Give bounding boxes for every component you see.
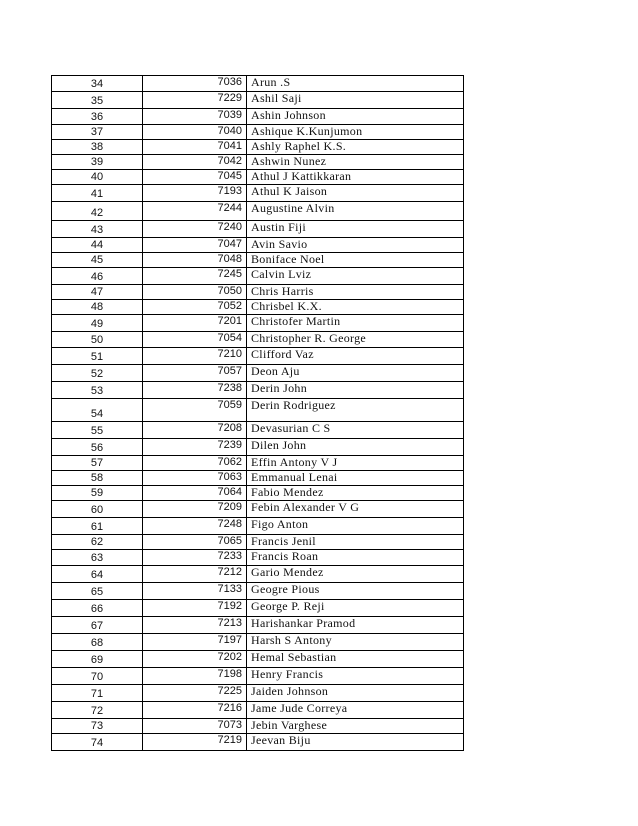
student-id: 7213: [217, 617, 242, 629]
row-number: 70: [90, 671, 104, 683]
row-number: 60: [90, 504, 104, 516]
student-id-cell: [143, 617, 247, 634]
row-number-cell: [52, 600, 143, 617]
table-row: [52, 365, 464, 382]
table-row: [52, 382, 464, 399]
row-number-cell: [52, 125, 143, 140]
table-row: [52, 702, 464, 719]
table-row: [52, 471, 464, 486]
student-id: 7209: [217, 501, 242, 513]
row-number: 71: [90, 688, 104, 700]
student-name: Effin Antony V J: [251, 455, 338, 469]
student-name-cell: [247, 550, 464, 566]
student-id-cell: [143, 125, 247, 140]
student-name: Febin Alexander V G: [251, 500, 360, 514]
student-id: 7192: [217, 600, 242, 612]
row-number: 37: [90, 126, 104, 138]
student-id-cell: [143, 719, 247, 734]
table-row: [52, 422, 464, 439]
row-number-cell: [52, 471, 143, 486]
table-row: [52, 155, 464, 170]
table-row: [52, 268, 464, 285]
student-id: 7229: [217, 92, 242, 104]
student-name-cell: [247, 566, 464, 583]
row-number-cell: [52, 382, 143, 399]
row-number: 62: [90, 536, 104, 548]
student-name-cell: [247, 221, 464, 238]
student-id: 7040: [217, 125, 242, 137]
student-id: 7210: [217, 348, 242, 360]
student-name-cell: [247, 253, 464, 268]
student-id-cell: [143, 202, 247, 221]
student-name: Austin Fiji: [251, 220, 306, 234]
student-id: 7245: [217, 268, 242, 280]
student-id: 7048: [217, 253, 242, 265]
row-number-cell: [52, 685, 143, 702]
student-id: 7052: [217, 300, 242, 312]
student-id-cell: [143, 486, 247, 501]
student-name-cell: [247, 170, 464, 185]
row-number: 47: [90, 286, 104, 298]
row-number-cell: [52, 268, 143, 285]
row-number-cell: [52, 76, 143, 92]
student-name: Calvin Lviz: [251, 267, 312, 281]
student-name-cell: [247, 456, 464, 471]
row-number: 69: [90, 654, 104, 666]
row-number: 51: [90, 351, 104, 363]
table-row: [52, 285, 464, 300]
row-number: 61: [90, 521, 104, 533]
student-id-cell: [143, 238, 247, 253]
student-name: Devasurian C S: [251, 421, 331, 435]
table-row: [52, 332, 464, 348]
row-number-cell: [52, 140, 143, 155]
row-number: 36: [90, 111, 104, 123]
student-id: 7225: [217, 685, 242, 697]
student-id: 7239: [217, 439, 242, 451]
student-name: Harishankar Pramod: [251, 616, 356, 630]
table-row: [52, 238, 464, 253]
student-name-cell: [247, 651, 464, 668]
student-id: 7238: [217, 382, 242, 394]
student-id-cell: [143, 685, 247, 702]
table-row: [52, 109, 464, 125]
row-number-cell: [52, 253, 143, 268]
student-id: 7062: [217, 456, 242, 468]
student-name: Henry Francis: [251, 667, 324, 681]
table-row: [52, 185, 464, 202]
row-number: 53: [90, 385, 104, 397]
student-id: 7240: [217, 221, 242, 233]
row-number: 73: [90, 720, 104, 732]
student-id-cell: [143, 566, 247, 583]
student-name: Chrisbel K.X.: [251, 299, 322, 313]
student-id-cell: [143, 550, 247, 566]
row-number: 45: [90, 254, 104, 266]
student-name: Jaiden Johnson: [251, 684, 329, 698]
row-number-cell: [52, 702, 143, 719]
row-number: 50: [90, 334, 104, 346]
table-row: [52, 600, 464, 617]
table-row: [52, 535, 464, 550]
row-number: 35: [90, 95, 104, 107]
student-name: Hemal Sebastian: [251, 650, 337, 664]
student-name-cell: [247, 202, 464, 221]
student-id-cell: [143, 285, 247, 300]
student-id: 7244: [217, 202, 242, 214]
student-id: 7212: [217, 566, 242, 578]
row-number: 49: [90, 318, 104, 330]
student-id-cell: [143, 76, 247, 92]
student-name: Ashly Raphel K.S.: [251, 139, 347, 153]
student-name: Ashwin Nunez: [251, 154, 327, 168]
student-name: George P. Reji: [251, 599, 325, 613]
student-name-cell: [247, 109, 464, 125]
student-id-cell: [143, 501, 247, 518]
row-number: 74: [90, 737, 104, 749]
student-id: 7233: [217, 550, 242, 562]
table-row: [52, 125, 464, 140]
student-name-cell: [247, 439, 464, 456]
row-number-cell: [52, 422, 143, 439]
student-id: 7208: [217, 422, 242, 434]
table-row: [52, 140, 464, 155]
student-name: Avin Savio: [251, 237, 308, 251]
row-number-cell: [52, 300, 143, 315]
row-number: 48: [90, 301, 104, 313]
row-number-cell: [52, 535, 143, 550]
student-name: Augustine Alvin: [251, 201, 335, 215]
table-row: [52, 734, 464, 751]
row-number-cell: [52, 734, 143, 751]
student-id: 7059: [217, 399, 242, 411]
table-row: [52, 348, 464, 365]
row-number-cell: [52, 332, 143, 348]
row-number-cell: [52, 109, 143, 125]
row-number-cell: [52, 634, 143, 651]
student-id: 7042: [217, 155, 242, 167]
student-id-cell: [143, 332, 247, 348]
row-number-cell: [52, 202, 143, 221]
student-name-cell: [247, 365, 464, 382]
table-row: [52, 221, 464, 238]
student-name-cell: [247, 486, 464, 501]
row-number: 67: [90, 620, 104, 632]
student-id-cell: [143, 185, 247, 202]
student-id: 7073: [217, 719, 242, 731]
student-id-cell: [143, 634, 247, 651]
student-id: 7216: [217, 702, 242, 714]
student-name-cell: [247, 300, 464, 315]
student-name: Francis Jenil: [251, 534, 316, 548]
student-name-cell: [247, 185, 464, 202]
student-id-cell: [143, 518, 247, 535]
student-id: 7065: [217, 535, 242, 547]
row-number-cell: [52, 399, 143, 422]
student-id-cell: [143, 668, 247, 685]
student-id: 7198: [217, 668, 242, 680]
student-name-cell: [247, 382, 464, 399]
table-row: [52, 399, 464, 422]
row-number-cell: [52, 583, 143, 600]
student-name: Boniface Noel: [251, 252, 325, 266]
student-name-cell: [247, 634, 464, 651]
student-id-cell: [143, 399, 247, 422]
row-number: 72: [90, 705, 104, 717]
row-number: 57: [90, 457, 104, 469]
row-number: 34: [90, 78, 104, 90]
student-id-cell: [143, 140, 247, 155]
student-id-cell: [143, 315, 247, 332]
student-id-cell: [143, 422, 247, 439]
student-name-cell: [247, 668, 464, 685]
student-id-cell: [143, 583, 247, 600]
student-id: 7054: [217, 332, 242, 344]
row-number: 39: [90, 156, 104, 168]
student-name: Christopher R. George: [251, 331, 367, 345]
student-id: 7248: [217, 518, 242, 530]
student-id: 7064: [217, 486, 242, 498]
student-id-cell: [143, 471, 247, 486]
row-number-cell: [52, 221, 143, 238]
row-number-cell: [52, 348, 143, 365]
row-number-cell: [52, 185, 143, 202]
table-row: [52, 550, 464, 566]
row-number-cell: [52, 92, 143, 109]
student-name: Dilen John: [251, 438, 307, 452]
student-name-cell: [247, 583, 464, 600]
table-row: [52, 566, 464, 583]
student-name-cell: [247, 734, 464, 751]
table-row: [52, 439, 464, 456]
row-number: 38: [90, 141, 104, 153]
student-id-cell: [143, 268, 247, 285]
student-id: 7057: [217, 365, 242, 377]
student-roster-table: [51, 75, 464, 751]
student-name-cell: [247, 422, 464, 439]
student-name: Emmanual Lenai: [251, 470, 338, 484]
student-id-cell: [143, 382, 247, 399]
student-id: 7041: [217, 140, 242, 152]
student-name: Derin John: [251, 381, 307, 395]
student-name-cell: [247, 685, 464, 702]
student-name: Deon Aju: [251, 364, 300, 378]
row-number: 42: [90, 207, 104, 219]
student-name: Francis Roan: [251, 549, 319, 563]
table-row: [52, 719, 464, 734]
student-id: 7133: [217, 583, 242, 595]
row-number-cell: [52, 315, 143, 332]
student-name: Jeevan Biju: [251, 733, 311, 747]
row-number: 63: [90, 552, 104, 564]
student-name: Figo Anton: [251, 517, 309, 531]
row-number-cell: [52, 566, 143, 583]
student-id-cell: [143, 348, 247, 365]
student-id-cell: [143, 456, 247, 471]
row-number-cell: [52, 170, 143, 185]
row-number: 41: [90, 188, 104, 200]
student-id-cell: [143, 92, 247, 109]
student-name: Christofer Martin: [251, 314, 341, 328]
row-number-cell: [52, 365, 143, 382]
row-number: 55: [90, 425, 104, 437]
student-name: Arun .S: [251, 75, 291, 89]
student-id: 7050: [217, 285, 242, 297]
student-name-cell: [247, 399, 464, 422]
student-id-cell: [143, 702, 247, 719]
row-number: 68: [90, 637, 104, 649]
student-id-cell: [143, 300, 247, 315]
student-id: 7045: [217, 170, 242, 182]
table-row: [52, 315, 464, 332]
student-name-cell: [247, 125, 464, 140]
row-number: 66: [90, 603, 104, 615]
student-name: Athul K Jaison: [251, 184, 328, 198]
table-row: [52, 668, 464, 685]
student-id-cell: [143, 170, 247, 185]
row-number-cell: [52, 501, 143, 518]
student-name: Jebin Varghese: [251, 718, 328, 732]
row-number-cell: [52, 285, 143, 300]
student-id-cell: [143, 109, 247, 125]
row-number-cell: [52, 550, 143, 566]
student-name: Jame Jude Correya: [251, 701, 348, 715]
row-number-cell: [52, 456, 143, 471]
student-name: Geogre Pious: [251, 582, 320, 596]
table-row: [52, 76, 464, 92]
student-name-cell: [247, 155, 464, 170]
table-row: [52, 486, 464, 501]
student-id: 7201: [217, 315, 242, 327]
table-row: [52, 651, 464, 668]
row-number: 64: [90, 569, 104, 581]
student-name-cell: [247, 617, 464, 634]
student-id: 7197: [217, 634, 242, 646]
student-name: Chris Harris: [251, 284, 314, 298]
student-name-cell: [247, 315, 464, 332]
row-number-cell: [52, 719, 143, 734]
student-id: 7219: [217, 734, 242, 746]
student-id-cell: [143, 535, 247, 550]
row-number: 65: [90, 586, 104, 598]
row-number: 56: [90, 442, 104, 454]
table-row: [52, 300, 464, 315]
student-id: 7039: [217, 109, 242, 121]
student-id-cell: [143, 600, 247, 617]
table-row: [52, 501, 464, 518]
student-name-cell: [247, 268, 464, 285]
row-number: 58: [90, 472, 104, 484]
row-number-cell: [52, 155, 143, 170]
student-name: Gario Mendez: [251, 565, 324, 579]
student-name-cell: [247, 600, 464, 617]
row-number: 46: [90, 271, 104, 283]
row-number: 40: [90, 171, 104, 183]
row-number: 52: [90, 368, 104, 380]
student-id: 7047: [217, 238, 242, 250]
row-number: 44: [90, 239, 104, 251]
row-number: 59: [90, 487, 104, 499]
row-number: 54: [90, 408, 104, 420]
student-id-cell: [143, 651, 247, 668]
student-id: 7063: [217, 471, 242, 483]
student-name: Athul J Kattikkaran: [251, 169, 352, 183]
student-name-cell: [247, 76, 464, 92]
student-name-cell: [247, 238, 464, 253]
table-row: [52, 518, 464, 535]
table-row: [52, 583, 464, 600]
row-number-cell: [52, 617, 143, 634]
student-name: Ashil Saji: [251, 91, 302, 105]
table-row: [52, 253, 464, 268]
student-id: 7193: [217, 185, 242, 197]
student-name-cell: [247, 285, 464, 300]
student-name: Ashin Johnson: [251, 108, 326, 122]
table-row: [52, 456, 464, 471]
student-id: 7036: [217, 76, 242, 88]
table-row: [52, 92, 464, 109]
student-name-cell: [247, 501, 464, 518]
row-number-cell: [52, 518, 143, 535]
row-number-cell: [52, 439, 143, 456]
row-number-cell: [52, 238, 143, 253]
row-number: 43: [90, 224, 104, 236]
table-row: [52, 202, 464, 221]
student-name-cell: [247, 348, 464, 365]
student-name: Fabio Mendez: [251, 485, 324, 499]
student-name: Ashique K.Kunjumon: [251, 124, 363, 138]
student-id-cell: [143, 734, 247, 751]
row-number-cell: [52, 486, 143, 501]
student-id-cell: [143, 221, 247, 238]
student-name-cell: [247, 535, 464, 550]
student-name-cell: [247, 702, 464, 719]
roster-body: [52, 76, 464, 751]
student-name-cell: [247, 140, 464, 155]
student-id-cell: [143, 365, 247, 382]
student-name: Harsh S Antony: [251, 633, 332, 647]
student-name-cell: [247, 332, 464, 348]
student-name-cell: [247, 719, 464, 734]
table-row: [52, 617, 464, 634]
student-name-cell: [247, 92, 464, 109]
student-name: Derin Rodriguez: [251, 398, 336, 412]
table-row: [52, 634, 464, 651]
student-id: 7202: [217, 651, 242, 663]
student-name-cell: [247, 471, 464, 486]
student-id-cell: [143, 155, 247, 170]
row-number-cell: [52, 668, 143, 685]
student-id-cell: [143, 253, 247, 268]
student-id-cell: [143, 439, 247, 456]
student-name-cell: [247, 518, 464, 535]
row-number-cell: [52, 651, 143, 668]
table-row: [52, 685, 464, 702]
student-name: Clifford Vaz: [251, 347, 314, 361]
table-row: [52, 170, 464, 185]
